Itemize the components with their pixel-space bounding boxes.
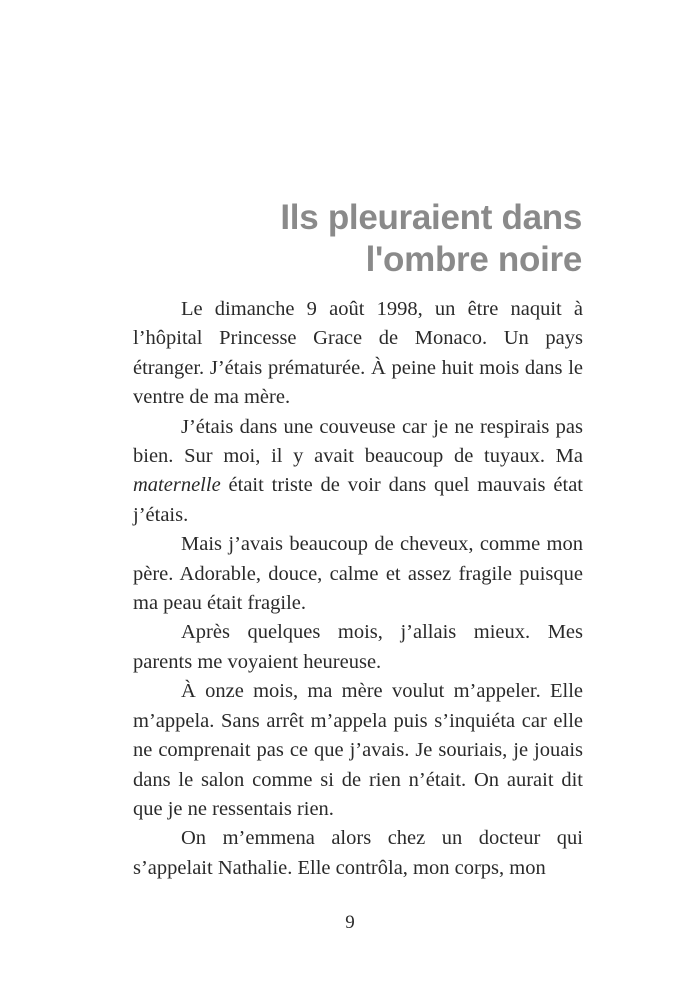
chapter-body [133,295,583,883]
chapter-title [130,197,582,281]
paragraph-4: Après quelques mois, j’allais mieux. Mes parents me voyaient heureuse. [133,621,583,673]
paragraph-6: On m’emmena alors chez un docteur qui s’appelait Nathalie. Elle contrôla, mon corps, mon [133,827,583,879]
chapter-title-line-1: Ils pleuraient dans [280,198,582,237]
paragraph-2-emphasis: maternelle [133,474,221,497]
paragraph-5: À onze mois, ma mère voulut m’appeler. Elle m’appela. Sans arrêt m’appela puis s’inquiéta car elle ne comprenait pas ce que j’avais. Je souriais, je jouais dans le salon comme si de rien n’était. On aurait dit que je ne ressentais rien. [133,680,583,820]
chapter-title-line-2: l'ombre noire [365,240,582,279]
paragraph-3: Mais j’avais beaucoup de cheveux, comme mon père. Adorable, douce, calme et assez fragile puisque ma peau était fragile. [133,533,583,615]
paragraph-2-end: était triste de voir dans quel mauvais état j’étais. [133,474,583,526]
paragraph-2 [133,413,583,531]
page-number: 9 [345,912,355,933]
paragraph-2-start: J’étais dans une couveuse car je ne respirais pas bien. Sur moi, il y avait beaucoup de tuyaux. Ma [133,415,583,468]
paragraph-1: Le dimanche 9 août 1998, un être naquit à l’hôpital Princesse Grace de Monaco. Un pays étranger. J’étais prématurée. À peine huit mois dans le ventre de ma mère. [133,298,583,409]
